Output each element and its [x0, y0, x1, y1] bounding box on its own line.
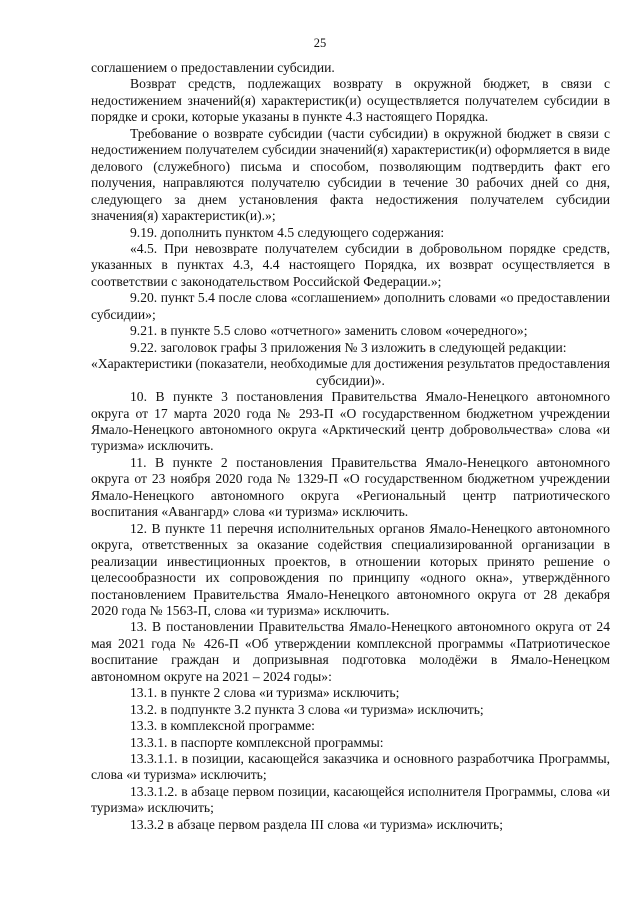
paragraph-8: 9.22. заголовок графы 3 приложения № 3 изложить в следующей редакции: [130, 339, 567, 355]
paragraph-1: соглашением о предоставлении субсидии. [91, 60, 335, 75]
paragraph-13-3-1-1: 13.3.1.1. в позиции, касающейся заказчика и основного разработчика Программы, слова «и туризма» исключить; [91, 751, 610, 783]
paragraph-13-3-2: 13.3.2 в абзаце первом раздела III слова «и туризма» исключить; [130, 816, 503, 832]
paragraph-13-3: 13.3. в комплексной программе: [130, 718, 315, 734]
paragraph-2: Возврат средств, подлежащих возврату в окружной бюджет, в связи с недостижением значений(я) характеристик(и) осуществляется получателем субсидии в порядке и сроки, которые указаны в пункте 4.3 настоящего Порядка. [91, 76, 610, 125]
paragraph-10: 10. В пункте 3 постановления Правительства Ямало-Ненецкого автономного округа от 17 марта 2020 года № 293-П «О государственном бюджетном учреждении Ямало-Ненецкого автономного округа «Арктический центр добровольчества» слова «и туризма» исключить. [91, 389, 610, 454]
paragraph-12: 12. В пункте 11 перечня исполнительных органов Ямало-Ненецкого автономного округа, ответственных за оказание содействия специализированной организации в реализации инвестиционных проектов, в отношении которых принято решение о целесообразности их сопровождения по принципу «одного окна», утверждённого постановлением Правительства Ямало-Ненецкого автономного округа от 28 декабря 2020 года № 1563-П, слова «и туризма» исключить. [91, 520, 610, 618]
paragraph-13-3-1-2: 13.3.1.2. в абзаце первом позиции, касающейся исполнителя Программы, слова «и туризма» исключить; [91, 783, 610, 816]
paragraph-3: Требование о возврате субсидии (части субсидии) в окружной бюджет в связи с недостижением получателем субсидии значений(я) характеристик(и) оформляется в виде делового (служебного) письма и способом, позволяющим подтвердить факт его получения, направляются получателю субсидии в течение 30 рабочих дней со дня, следующего за днем установления факта недостижения получателем субсидии значения(я) характеристик(и).»; [91, 125, 610, 224]
paragraph-6: 9.20. пункт 5.4 после слова «соглашением» дополнить словами «о предоставлении субсидии»; [91, 290, 610, 322]
paragraph-11: 11. В пункте 2 постановления Правительства Ямало-Ненецкого автономного округа от 23 ноября 2020 года № 1329-П «О государственном бюджетном учреждении Ямало-Ненецкого автономного округа «Региональный центр патриотического воспитания «Авангард» слова «и туризма» исключить. [91, 454, 610, 520]
document-body [91, 60, 610, 833]
paragraph-13-3-1: 13.3.1. в паспорте комплексной программы: [130, 734, 384, 750]
paragraph-13-1: 13.1. в пункте 2 слова «и туризма» исключить; [130, 685, 400, 701]
paragraph-13-2: 13.2. в подпункте 3.2 пункта 3 слова «и туризма» исключить; [130, 701, 484, 717]
paragraph-13: 13. В постановлении Правительства Ямало-Ненецкого автономного округа от 24 мая 2021 года № 426-П «Об утверждении комплексной программы «Патриотическое воспитание граждан и допризывная подготовка молодёжи в Ямало-Ненецком автономном округе на 2021 – 2024 годы»: [91, 619, 610, 684]
page-number: 25 [313, 36, 327, 50]
paragraph-5: «4.5. При невозврате получателем субсидии в добровольном порядке средств, указанных в пунктах 4.3, 4.4 настоящего Порядка, их возврат осуществляется в соответствии с законодательством Российской Федерации.»; [91, 240, 610, 289]
paragraph-7: 9.21. в пункте 5.5 слово «отчетного» заменить словом «очередного»; [130, 323, 528, 339]
centered-heading-quote: «Характеристики (показатели, необходимые для достижения результатов предоставления субсидии)». [91, 356, 610, 388]
paragraph-4: 9.19. дополнить пунктом 4.5 следующего содержания: [130, 224, 445, 240]
